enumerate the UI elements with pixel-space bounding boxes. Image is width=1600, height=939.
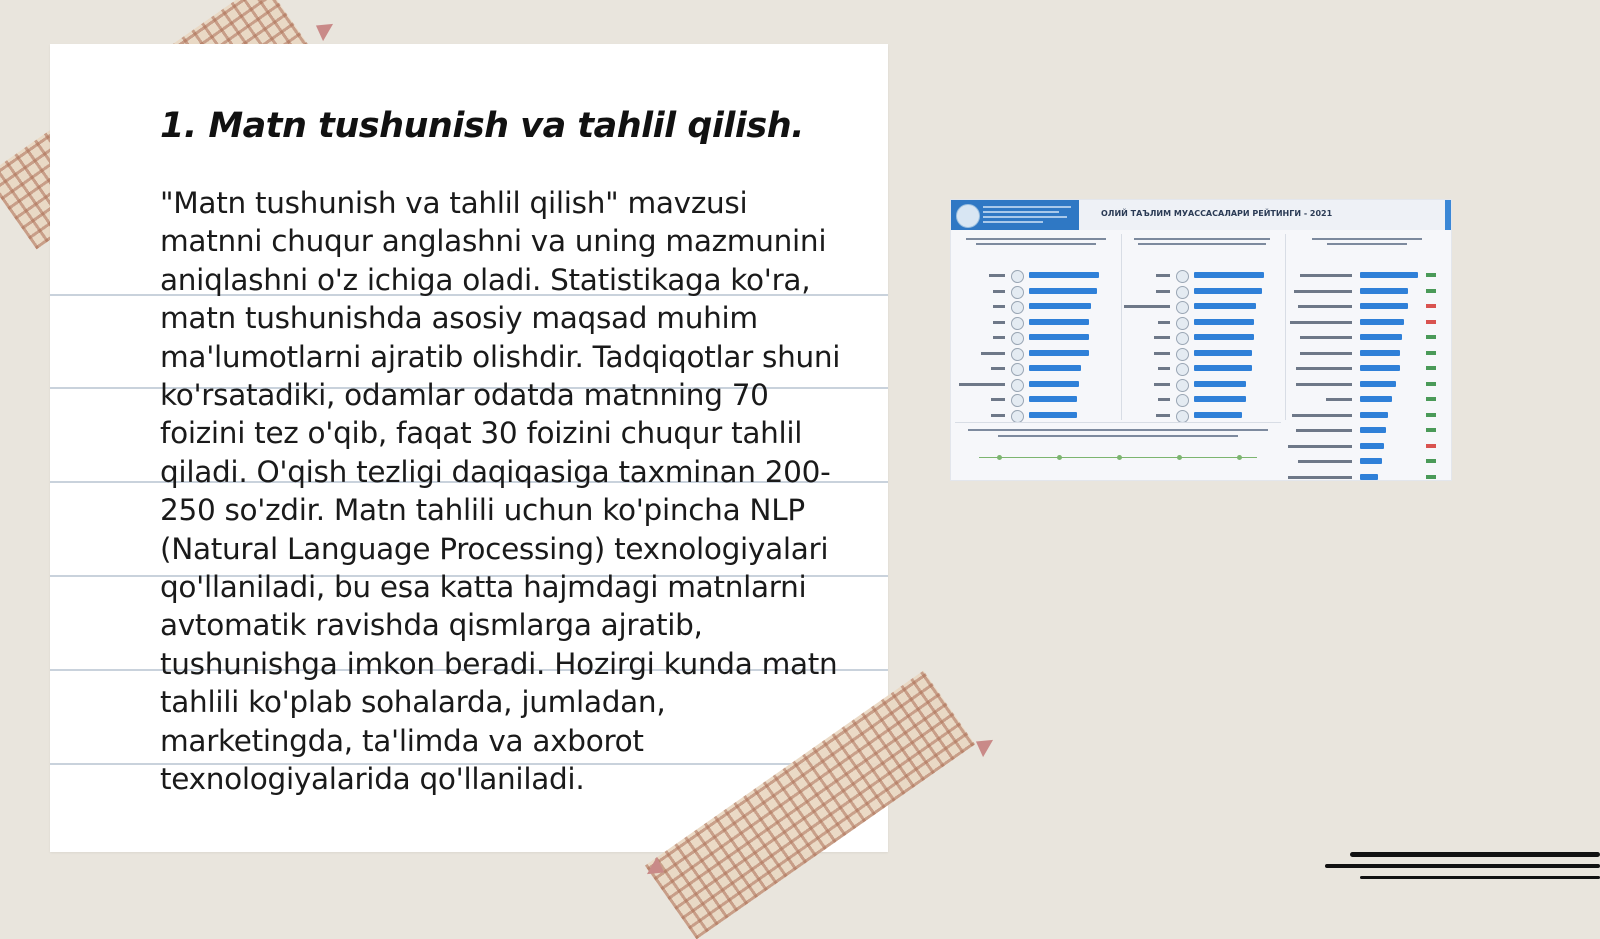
ranking-column-2 bbox=[1121, 234, 1282, 420]
infographic-title: ОЛИЙ ТАЪЛИМ МУАССАСАЛАРИ РЕЙТИНГИ - 2021 bbox=[1101, 209, 1333, 218]
brush-stroke bbox=[1325, 864, 1600, 868]
slide-title: 1. Matn tushunish va tahlil qilish. bbox=[160, 106, 804, 146]
infographic-header bbox=[951, 200, 1451, 230]
tape-corner-pin-icon bbox=[971, 733, 993, 757]
ministry-logo-block bbox=[951, 200, 1079, 230]
flag-stripe bbox=[1445, 200, 1451, 230]
ranking-column-1 bbox=[955, 234, 1117, 420]
emblem-icon bbox=[956, 204, 980, 228]
ranking-column-3 bbox=[1285, 234, 1448, 420]
brush-stroke bbox=[1350, 852, 1600, 857]
infographic-timeline bbox=[955, 422, 1281, 477]
slide-body-text: "Matn tushunish va tahlil qilish" mavzusi matnni chuqur anglashni va uning mazmunini aniqlashni o'z ichiga oladi. Statistikaga ko'ra, matn tushunishda asosiy maqsad muhim ma'lumotlarni ajratib olishdir. Tadqiqotlar shuni ko'rsatadiki, odamlar odatda matnning 70 foizini tez o'qib, faqat 30 foizini chuqur tahlil qiladi. O'qish tezligi daqiqasiga taxminan 200-250 so'zdir. Matn tahlili uchun ko'pincha NLP (Natural Language Processing) texnologiyalari qo'llaniladi, bu esa katta hajmdagi matnlarni avtomatik ravishda qismlarga ajratib, tushunishga imkon beradi. Hozirgi kunda matn tahlili ko'plab sohalarda, jumladan, marketingda, ta'limda va axborot texnologiyalarida qo'llaniladi. bbox=[160, 186, 841, 797]
notebook-paper-card bbox=[50, 44, 888, 852]
brush-stroke bbox=[1360, 876, 1600, 879]
tape-corner-pin-icon bbox=[311, 17, 333, 41]
infographic-image bbox=[950, 199, 1452, 481]
